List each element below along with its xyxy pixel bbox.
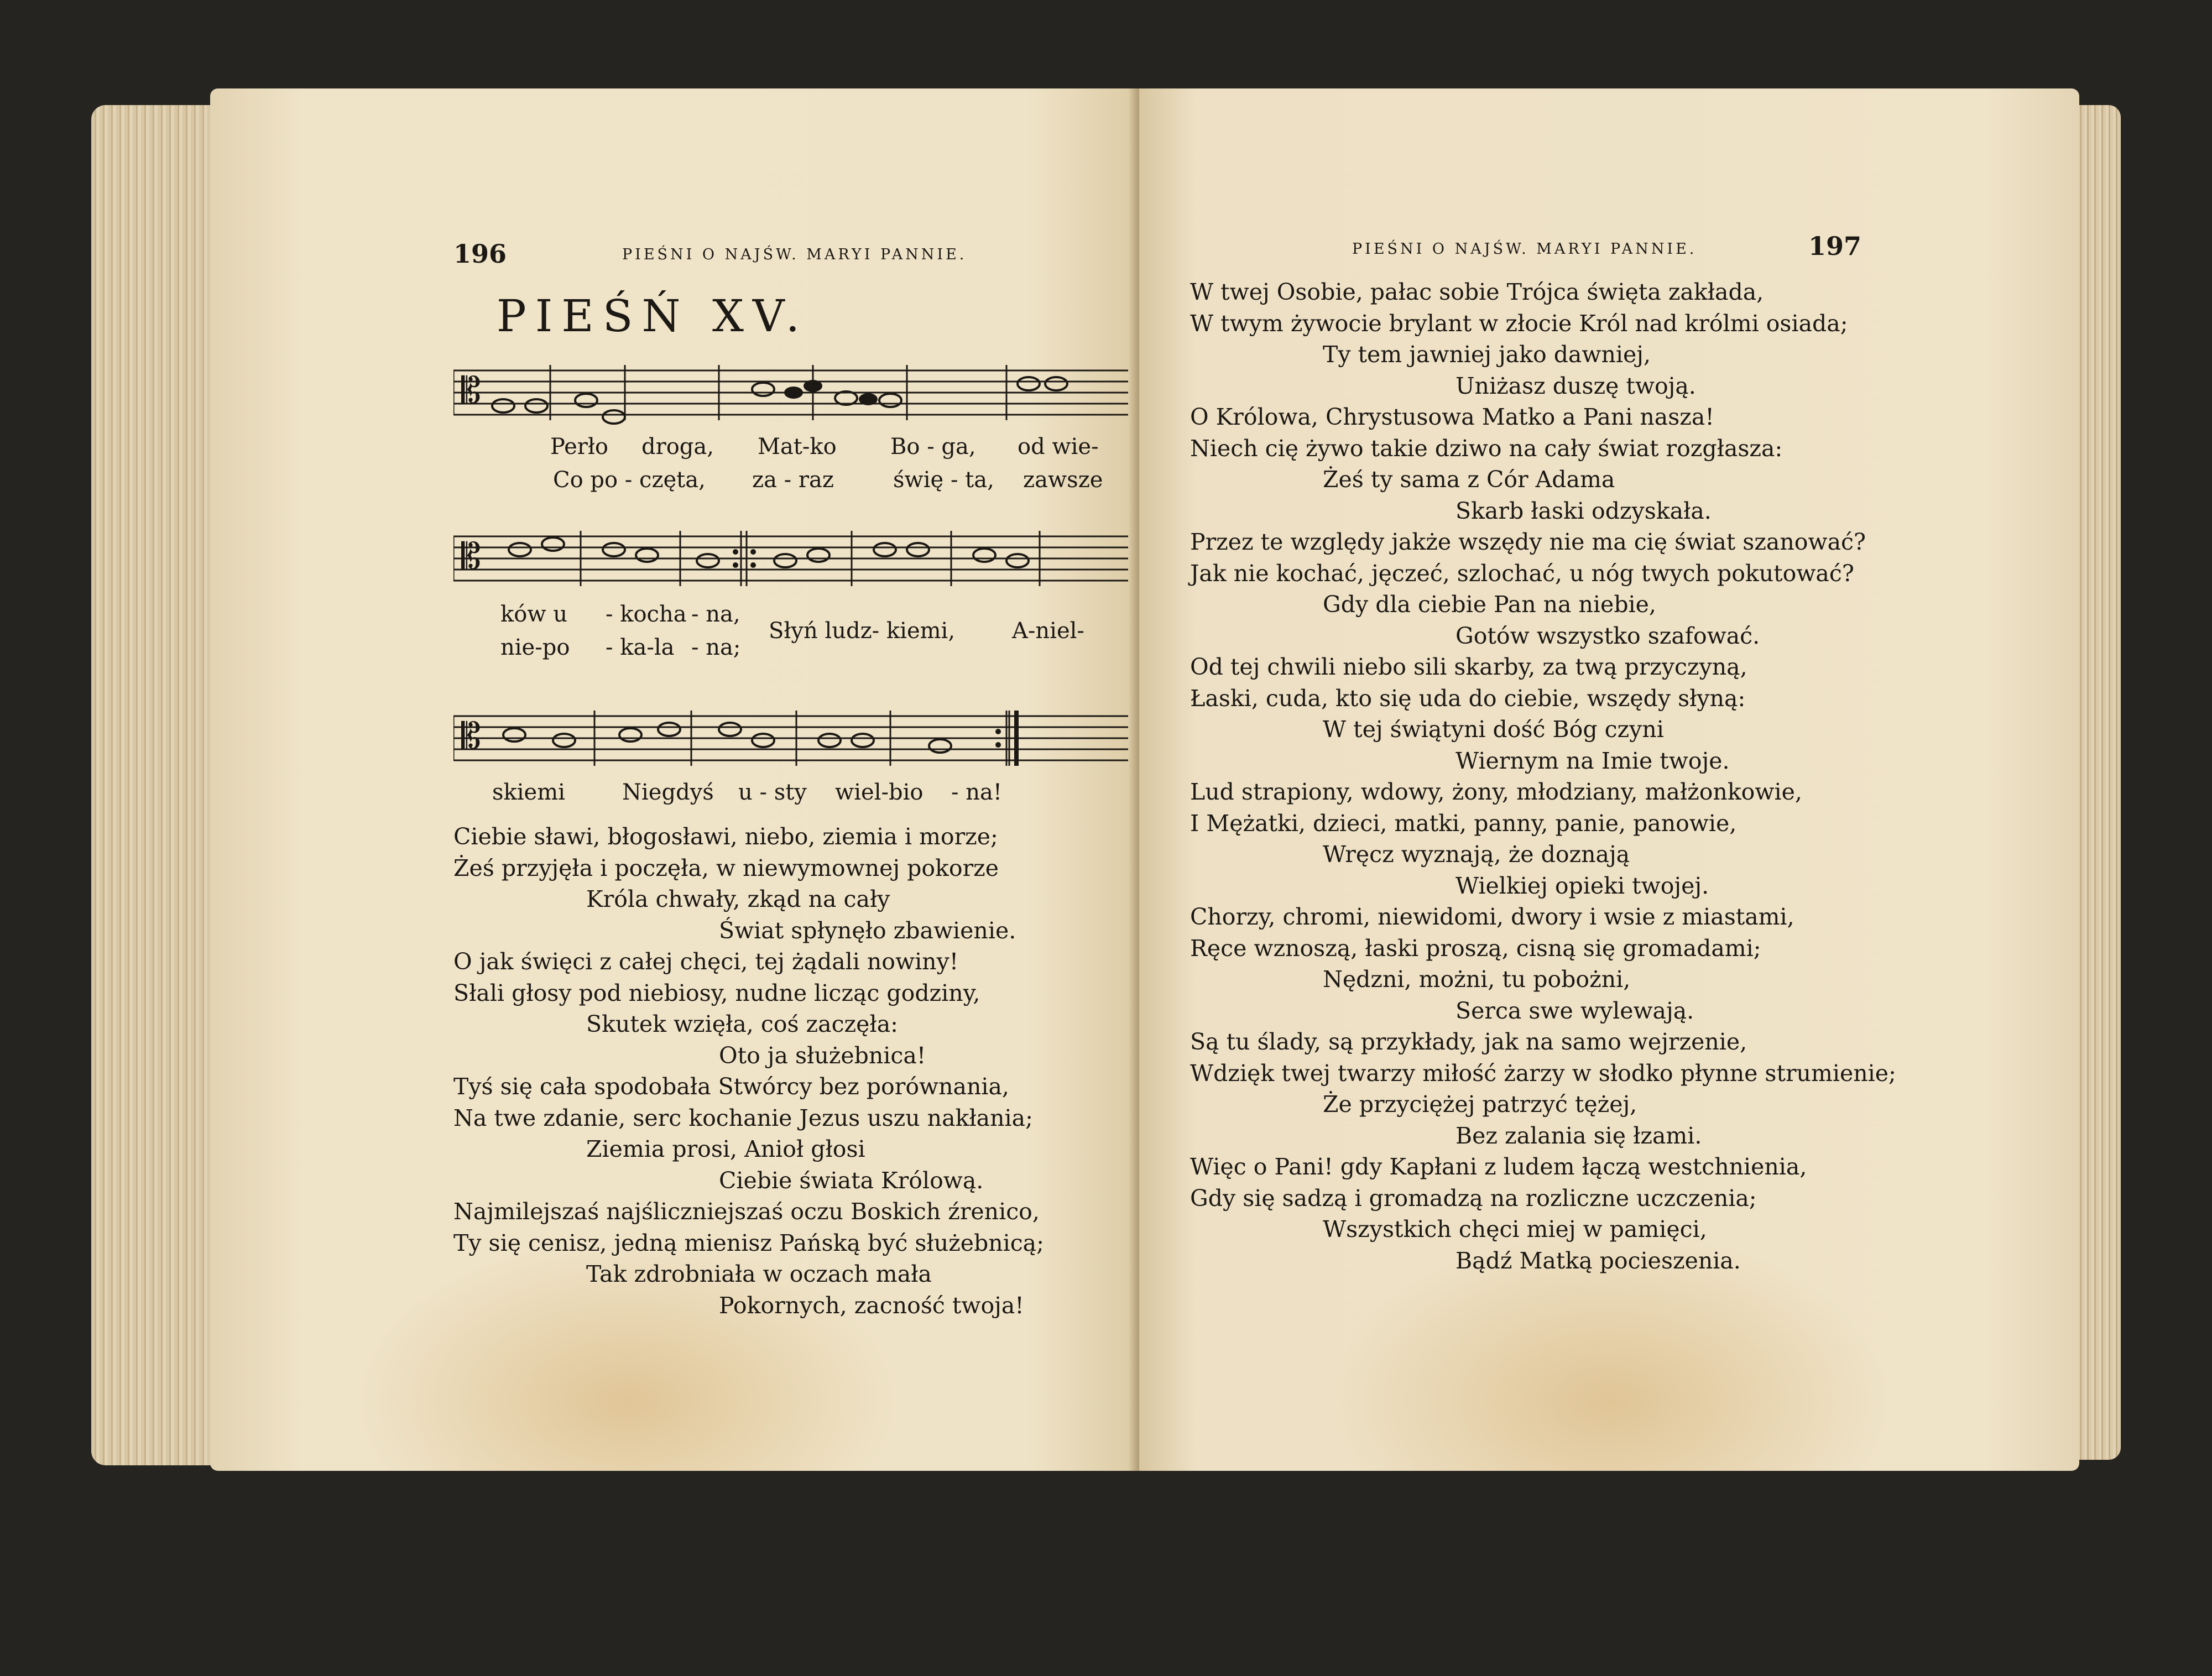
verse-line: Wiernym na Imie twoje. xyxy=(1455,747,1730,774)
verse-line: Skutek wzięła, coś zaczęła: xyxy=(586,1011,898,1037)
verse-line: Wdzięk twej twarzy miłość żarzy w słodko płynne strumienie; xyxy=(1190,1059,1896,1087)
music-staff-2 xyxy=(453,525,1139,586)
lyric-2a: Co po - częta, xyxy=(553,467,706,493)
lyric-1e: od wie- xyxy=(1018,434,1099,460)
verse-line: Ciebie świata Królową. xyxy=(719,1167,984,1194)
verse-line: O Królowa, Chrystusowa Matko a Pani nasza! xyxy=(1190,404,1714,430)
verse-line: Żeś przyjęła i poczęła, w niewymownej pokorze xyxy=(453,854,999,881)
verse-line: Jak nie kochać, jęczeć, szlochać, u nóg twych pokutować? xyxy=(1190,560,1854,587)
verse-line: Króla chwały, zkąd na cały xyxy=(586,886,890,912)
verse-line: Łaski, cuda, kto się uda do ciebie, wszędy słyną: xyxy=(1190,685,1746,712)
verse-line: Uniżasz duszę twoją. xyxy=(1455,372,1696,399)
lyric-2c: świę - ta, xyxy=(893,467,994,493)
left-page xyxy=(210,88,1139,1471)
lyric-5e: - na! xyxy=(951,780,1002,805)
lyric-4a: nie-po xyxy=(500,635,570,660)
verse-line: W twej Osobie, pałac sobie Trójca święta zakłada, xyxy=(1190,279,1764,305)
verse-line: Świat spłynęło zbawienie. xyxy=(719,917,1016,944)
running-head: PIEŚNI O NAJŚW. MARYI PANNIE. xyxy=(622,246,967,263)
verse-line: O jak święci z całej chęci, tej żądali nowiny! xyxy=(453,948,959,975)
lyric-4b: - ka-la xyxy=(606,635,675,660)
lyric-2d: zawsze xyxy=(1023,467,1103,493)
verse-line: Ty tem jawniej jako dawniej, xyxy=(1323,341,1651,368)
verse-line: Żeś ty sama z Cór Adama xyxy=(1323,466,1615,493)
running-head: PIEŚNI O NAJŚW. MARYI PANNIE. xyxy=(1352,241,1697,258)
left-page-edges xyxy=(91,105,224,1465)
verse-line: Bądź Matką pocieszenia. xyxy=(1455,1247,1741,1274)
svg-text:𝄡: 𝄡 xyxy=(461,716,481,757)
page-number: 197 xyxy=(1808,231,1862,261)
right-page xyxy=(1139,88,2079,1471)
svg-text:𝄡: 𝄡 xyxy=(461,370,481,411)
lyric-3e: A-niel- xyxy=(1012,618,1084,644)
lyric-5c: u - sty xyxy=(738,780,807,805)
lyric-3a: ków u xyxy=(500,602,568,627)
verse-line: Chorzy, chromi, niewidomi, dwory i wsie z miastami, xyxy=(1190,904,1794,930)
verse-line: Oto ja służebnica! xyxy=(719,1042,926,1069)
verse-line: Niech cię żywo takie dziwo na cały świat rozgłasza: xyxy=(1190,435,1783,462)
verse-line: Ziemia prosi, Anioł głosi xyxy=(586,1136,865,1162)
verse-line: Wszystkich chęci miej w pamięci, xyxy=(1323,1216,1707,1242)
lyric-1b: droga, xyxy=(641,434,714,460)
lyric-1a: Perło xyxy=(550,434,608,460)
lyric-5d: wiel-bio xyxy=(835,780,924,805)
verse-line: Pokornych, zacność twoja! xyxy=(719,1292,1024,1319)
verse-line: Od tej chwili niebo sili skarby, za twą przyczyną, xyxy=(1190,654,1747,680)
verse-line: Tak zdrobniała w oczach mała xyxy=(586,1261,932,1287)
lyric-1d: Bo - ga, xyxy=(890,434,976,460)
verse-line: Gdy się sadzą i gromadzą na rozliczne uczczenia; xyxy=(1190,1184,1757,1212)
music-staff-3 xyxy=(453,705,1139,766)
verse-line: Na twe zdanie, serc kochanie Jezus uszu nakłania; xyxy=(453,1104,1033,1131)
verse-line: W tej świątyni dość Bóg czyni xyxy=(1323,716,1664,743)
lyric-2b: za - raz xyxy=(752,467,834,493)
verse-line: Gdy dla ciebie Pan na niebie, xyxy=(1323,591,1656,618)
lyric-3b: - kocha xyxy=(606,602,687,627)
verse-line: Tyś się cała spodobała Stwórcy bez porównania, xyxy=(453,1073,1009,1100)
verse-line: Są tu ślady, są przykłady, jak na samo wejrzenie, xyxy=(1190,1028,1747,1055)
verse-line: Gotów wszystko szafować. xyxy=(1455,622,1760,649)
lyric-3d: Słyń ludz- kiemi, xyxy=(769,618,956,644)
verse-line: Ręce wznoszą, łaski proszą, cisną się gromadami; xyxy=(1190,934,1761,962)
verse-line: Wręcz wyznają, że doznają xyxy=(1323,841,1630,868)
verse-line: Ciebie sławi, błogosławi, niebo, ziemia i morze; xyxy=(453,823,998,850)
verse-line: Bez zalania się łzami. xyxy=(1455,1122,1702,1149)
song-title: PIEŚŃ XV. xyxy=(496,290,809,342)
verse-line: Więc o Pani! gdy Kapłani z ludem łączą westchnienia, xyxy=(1190,1153,1807,1180)
lyric-3c: - na, xyxy=(691,602,740,627)
lyric-4c: - na; xyxy=(691,635,741,660)
verse-line: I Mężatki, dzieci, matki, panny, panie, panowie, xyxy=(1190,810,1737,837)
verse-line: Lud strapiony, wdowy, żony, młodziany, małżonkowie, xyxy=(1190,779,1802,805)
verse-line: Nędzni, możni, tu pobożni, xyxy=(1323,966,1631,993)
verse-line: Najmilejszaś najśliczniejszaś oczu Boskich źrenico, xyxy=(453,1198,1040,1225)
lyric-5a: skiemi xyxy=(492,780,565,805)
lyric-5b: Niegdyś xyxy=(622,780,714,805)
svg-text:𝄡: 𝄡 xyxy=(461,536,481,577)
page-number: 196 xyxy=(453,239,507,269)
verse-line: W twym żywocie brylant w złocie Król nad królmi osiada; xyxy=(1190,310,1848,337)
music-staff-1 xyxy=(453,359,1139,420)
verse-line: Wielkiej opieki twojej. xyxy=(1455,872,1709,899)
verse-line: Skarb łaski odzyskała. xyxy=(1455,497,1712,524)
verse-line: Przez te względy jakże wszędy nie ma cię świat szanować? xyxy=(1190,529,1866,555)
lyric-1c: Mat-ko xyxy=(758,434,837,460)
verse-line: Słali głosy pod niebiosy, nudne licząc godziny, xyxy=(453,979,980,1006)
verse-line: Serca swe wylewają. xyxy=(1455,997,1694,1024)
verse-line: Że przyciężej patrzyć tężej, xyxy=(1323,1091,1637,1118)
right-verse-text xyxy=(1190,276,1896,1276)
left-verse-text xyxy=(453,821,1044,1321)
verse-line: Ty się cenisz, jedną mienisz Pańską być służebnicą; xyxy=(453,1229,1044,1256)
